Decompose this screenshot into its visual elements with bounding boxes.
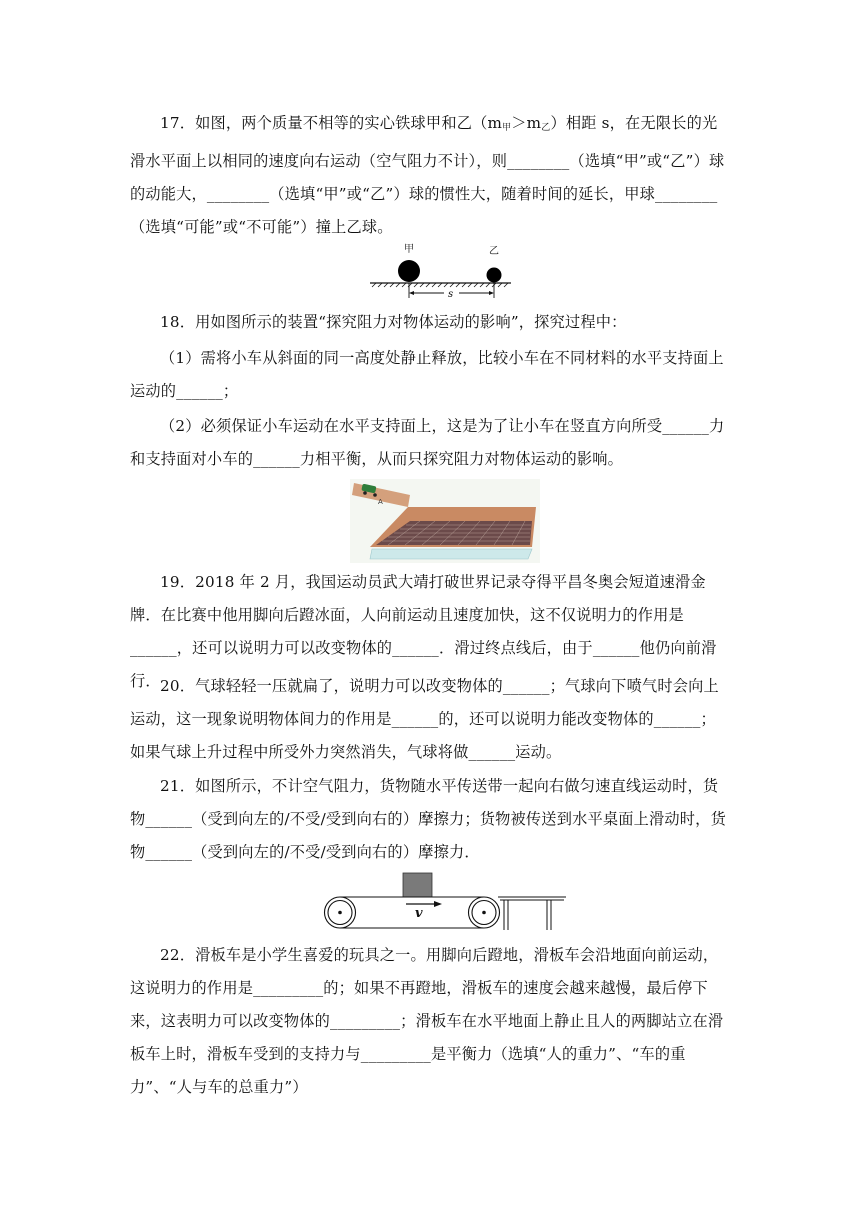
cargo-box xyxy=(403,873,432,897)
glass-plate xyxy=(370,549,532,559)
q17-sub-jia: 甲 xyxy=(502,123,512,133)
fig-label-v: v xyxy=(415,906,423,921)
q17-text-c: ）相距 s，在无限长的光滑水平面上以相同的速度向右运动（空气阻力不计），则________（选填“甲”或“乙”）球的动能大，________（选填“甲”或“乙”）球的惯性大，随着时间的延长，甲球________（选填“可能”或“不可能”）撞上乙球。 xyxy=(130,114,725,236)
question-18-intro: 18．用如图所示的装置“探究阻力对物体运动的影响”，探究过程中： xyxy=(160,313,627,331)
question-22: 22．滑板车是小学生喜爱的玩具之一。用脚向后蹬地，滑板车会沿地面向前运动，这说明力的作用是_________的；如果不再蹬地，滑板车的速度会越来越慢，最后停下来，这表明力可以改变物体的_________；滑板车在水平地面上静止且人的两脚站立在滑板车上时，滑板车受到的支持力与_________是平衡力（选填“人的重力”、“车的重力”、“人与车的总重力”） xyxy=(130,946,724,1096)
fig-label-jia: 甲 xyxy=(404,244,414,255)
ball-yi xyxy=(487,268,502,283)
velocity-arrow xyxy=(406,901,442,907)
question-18-part-2: （2）必须保证小车运动在水平支持面上，这是为了让小车在竖直方向所受______力和支持面对小车的______力相平衡，从而只探究阻力对物体运动的影响。 xyxy=(130,417,725,468)
q17-sub-yi: 乙 xyxy=(541,123,551,133)
question-19: 19．2018 年 2 月，我国运动员武大靖打破世界记录夺得平昌冬奥会短道速滑金牌．在比赛中他用脚向后蹬冰面，人向前运动且速度加快，这不仅说明力的作用是______，还可以说明力可以改变物体的______．滑过终点线后，由于______他仍向前滑行． xyxy=(130,573,717,690)
table xyxy=(498,897,566,930)
roller-axle-right xyxy=(482,911,486,915)
roller-axle-left xyxy=(338,911,342,915)
q17-text-a: 17．如图，两个质量不相等的实心铁球甲和乙（m xyxy=(160,114,503,132)
conveyor-belt xyxy=(325,897,500,928)
ground-hatch xyxy=(372,283,508,287)
question-21: 21．如图所示，不计空气阻力，货物随水平传送带一起向右做匀速直线运动时，货物______（受到向左的/不受/受到向右的）摩擦力；货物被传送到水平桌面上滑动时，货物______（受到向左的/不受/受到向右的）摩擦力． xyxy=(130,777,726,861)
question-17 xyxy=(130,107,730,244)
q17-text-b: ＞m xyxy=(511,114,542,132)
q18-figure-incline xyxy=(350,479,540,563)
question-18-part-1: （1）需将小车从斜面的同一高度处静止释放，比较小车在不同材料的水平支持面上运动的______； xyxy=(130,349,724,400)
fig-label-yi: 乙 xyxy=(489,246,499,257)
q21-figure-conveyor xyxy=(318,870,568,932)
fig-label-a: A xyxy=(378,498,383,506)
q17-figure-balls xyxy=(368,240,513,300)
fig-label-s: s xyxy=(448,289,454,300)
question-20: 20．气球轻轻一压就扁了，说明力可以改变物体的______；气球向下喷气时会向上运动，这一现象说明物体间力的作用是______的，还可以说明力能改变物体的______；如果气球上升过程中所受外力突然消失，气球将做______运动。 xyxy=(130,677,719,761)
ball-jia xyxy=(398,260,420,282)
